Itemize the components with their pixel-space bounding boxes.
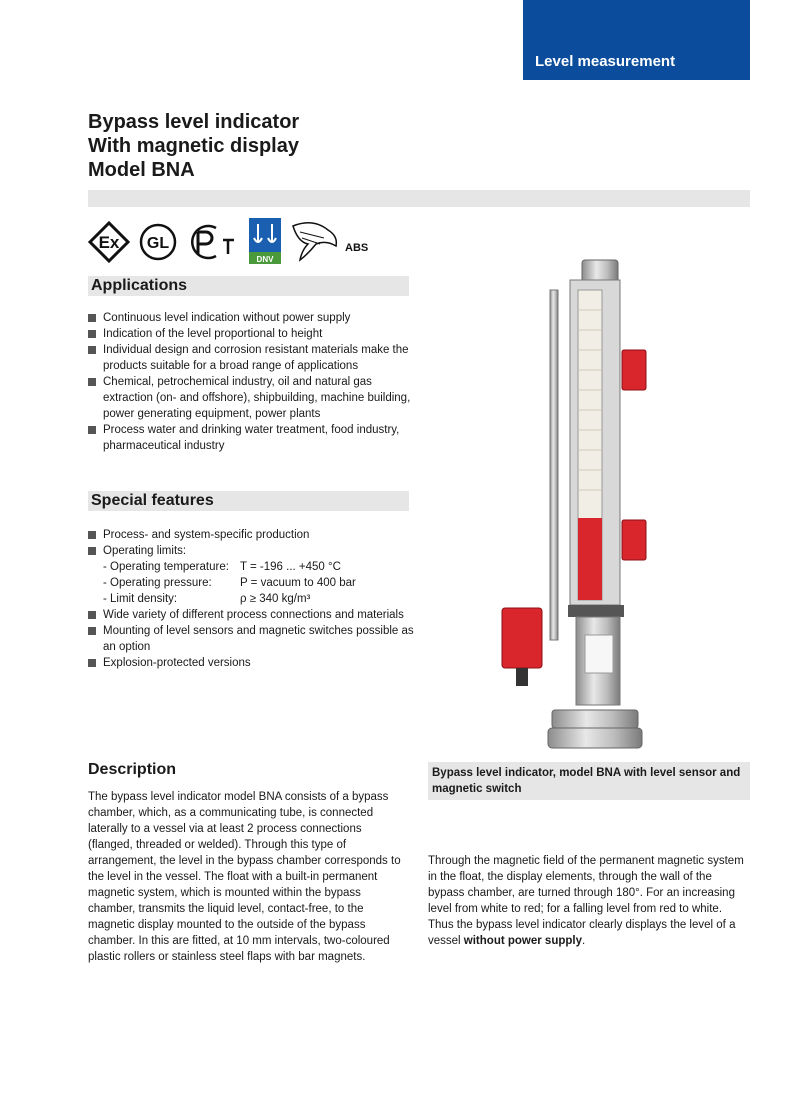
description-text: Thus the bypass level indicator clearly displays the level of a vessel	[428, 919, 736, 947]
image-caption: Bypass level indicator, model BNA with level sensor and magnetic switch	[432, 767, 741, 795]
applications-list	[88, 310, 418, 454]
description-paragraph-2	[428, 917, 750, 949]
list-item: Process- and system-specific production	[88, 527, 418, 543]
list-item	[88, 543, 418, 607]
list-item: Chemical, petrochemical industry, oil and natural gas extraction (on- and offshore), shipbuilding, machine building, power generating equipment, power plants	[88, 374, 418, 422]
section-tab-label: Level measurement	[535, 53, 676, 70]
limit-value: P = vacuum to 400 bar	[240, 577, 356, 589]
image-caption-band	[428, 762, 750, 800]
ex-logo	[90, 223, 128, 261]
page-title	[88, 110, 299, 182]
list-item: Explosion-protected versions	[88, 655, 418, 671]
product-photo-level-indicator	[490, 250, 660, 760]
magnetic-switch	[622, 350, 646, 390]
title-line-2: With magnetic display	[88, 135, 299, 157]
title-line-1: Bypass level indicator	[88, 111, 300, 133]
limit-row	[103, 559, 418, 575]
description-text-right	[428, 853, 750, 949]
abs-logo	[293, 223, 368, 260]
bypass-tube	[550, 290, 558, 640]
abs-logo-text: ABS	[345, 242, 369, 254]
description-heading: Description	[88, 761, 177, 778]
features-heading-band	[88, 491, 409, 511]
gl-logo	[141, 225, 175, 259]
list-item: Individual design and corrosion resistant materials make the products suitable for a broad range of applications	[88, 342, 418, 374]
limit-label: - Operating temperature:	[103, 561, 229, 573]
description-text: .	[582, 935, 586, 947]
list-item: Wide variety of different process connections and materials	[88, 607, 418, 623]
level-sensor-head	[502, 608, 542, 668]
dnv-logo	[249, 218, 281, 264]
pct-logo	[192, 226, 234, 258]
section-tab	[523, 0, 750, 80]
description-text-left: The bypass level indicator model BNA consists of a bypass chamber, which, as a communicating tube, is connected laterally to a vessel via at least 2 process connections (flanged, threaded or welded). Through this type of arrangement, the level in the bypass chamber corresponds to the level in the vessel. The float with a built-in permanent magnetic system, which is mounted within the bypass chamber, transmits the liquid level, contact-free, to the magnetic display mounted to the outside of the bypass chamber. In this are fitted, at 10 mm intervals, two-coloured plastic rollers or stainless steel flaps with bar magnets.	[88, 791, 401, 963]
magnetic-switch	[622, 520, 646, 560]
divider-band	[88, 190, 750, 207]
ex-logo-text: Ex	[98, 233, 120, 252]
list-item: Mounting of level sensors and magnetic switches possible as an option	[88, 623, 418, 655]
features-heading: Special features	[91, 492, 214, 509]
features-list	[88, 527, 418, 671]
limit-label: - Limit density:	[103, 593, 178, 605]
list-item: Continuous level indication without power supply	[88, 310, 418, 326]
certification-logos	[88, 216, 378, 268]
operating-limits-label: Operating limits:	[103, 545, 187, 557]
title-line-3: Model BNA	[88, 159, 195, 181]
top-cap	[582, 260, 618, 282]
list-item: Indication of the level proportional to height	[88, 326, 418, 342]
limit-row	[103, 575, 418, 591]
limit-value: ρ ≥ 340 kg/m³	[240, 593, 311, 605]
applications-heading-band	[88, 276, 409, 296]
nameplate	[585, 635, 613, 673]
dnv-logo-text: DNV	[256, 255, 274, 264]
limit-value: T = -196 ... +450 °C	[240, 561, 341, 573]
gl-logo-text: GL	[146, 235, 170, 252]
display-red-level	[578, 518, 602, 600]
limit-row	[103, 591, 418, 607]
list-item: Process water and drinking water treatment, food industry, pharmaceutical industry	[88, 422, 418, 454]
limit-label: - Operating pressure:	[103, 577, 212, 589]
description-emphasis: without power supply	[463, 935, 582, 947]
bottom-flange	[552, 710, 638, 728]
description-paragraph-1: Through the magnetic field of the permanent magnetic system in the float, the display elements, through the wall of the bypass chamber, are turned through 180°. For an increasing level from white to red; for a falling level from red to white.	[428, 855, 744, 915]
applications-heading: Applications	[91, 277, 188, 294]
